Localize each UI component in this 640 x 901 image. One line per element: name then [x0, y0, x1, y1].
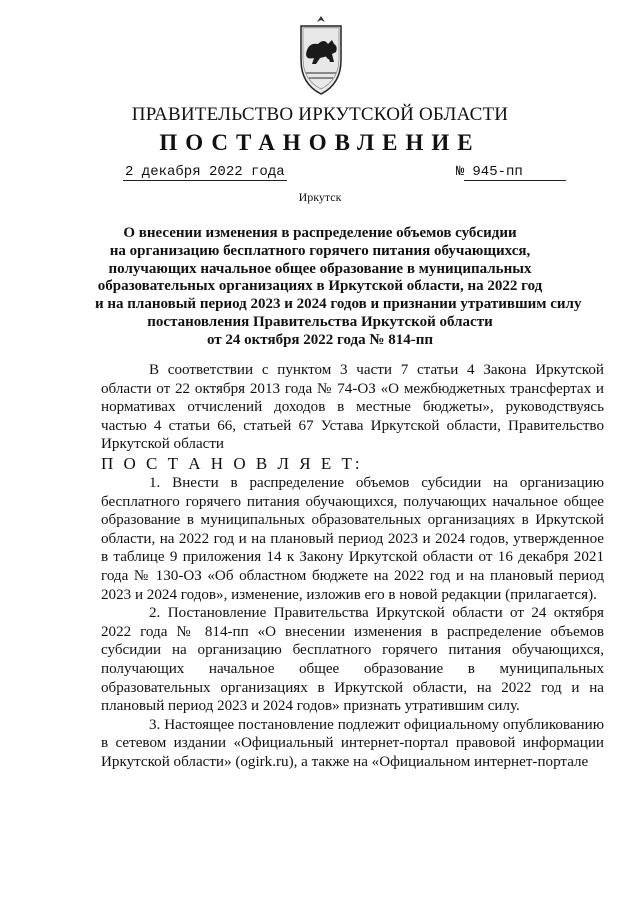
document-type: ПОСТАНОВЛЕНИЕ	[159, 130, 481, 155]
paragraph-1: 1. Внести в распределение объемов субсидии на организацию бесплатного горячего питания обучающихся, получающих начальное общее образование в муниципальных образовательных организациях в Иркутской области, на 2022 год и на плановый период 2023 и 2024 годов, утвержденное в таблице 9 приложения 14 к Закону Иркутской области от 16 декабря 2021 года № 130-ОЗ «Об областном бюджете на 2022 год и на плановый период 2023 и 2024 годов», изменение, изложив его в новой редакции (прилагается).	[101, 474, 604, 603]
date-value: 2 декабря 2022 года	[125, 164, 285, 180]
title-line: О внесении изменения в распределение объемов субсидии	[123, 225, 517, 241]
city-name: Иркутск	[298, 190, 342, 204]
decree-word: П О С Т А Н О В Л Я Е Т:	[101, 453, 363, 473]
government-name: ПРАВИТЕЛЬСТВО ИРКУТСКОЙ ОБЛАСТИ	[131, 104, 509, 125]
document-date	[123, 164, 287, 181]
title-line: получающих начальное общее образование в муниципальных	[108, 260, 532, 277]
title-line: постановления Правительства Иркутской области	[147, 313, 493, 330]
title-line: образовательных организациях в Иркутской области, на 2022 год	[97, 278, 543, 295]
document-title	[95, 225, 582, 350]
paragraph-2: 2. Постановление Правительства Иркутской области от 24 октября 2022 года № 814-пп «О внесении изменения в распределение объемов субсидии на организацию бесплатного горячего питания обучающихся, получающих начальное общее образование в муниципальных образовательных организациях в Иркутской области, на 2022 год и на плановый период 2023 и 2024 годов» признать утратившим силу.	[101, 605, 604, 715]
document-number	[456, 164, 566, 181]
number-value: 945-пп	[464, 164, 566, 181]
document-body	[101, 361, 604, 771]
title-line: от 24 октября 2022 года № 814-пп	[206, 331, 433, 348]
number-sign: №	[456, 164, 465, 180]
title-line: и на плановый период 2023 и 2024 годов и признании утратившим силу	[95, 296, 582, 313]
paragraph-3: 3. Настоящее постановление подлежит официальному опубликованию в сетевом издании «Официальный интернет-портал правовой информации Иркутской области» (ogirk.ru), а также на «Официальном интернет-портале	[101, 716, 604, 770]
title-line: на организацию бесплатного горячего питания обучающихся,	[109, 242, 531, 259]
intro-paragraph: В соответствии с пунктом 3 части 7 статьи 4 Закона Иркутской области от 22 октября 2013 года № 74-ОЗ «О межбюджетных трансфертах и нормативах отчислений доходов в местные бюджеты», руководствуясь частью 4 статьи 66, статьей 67 Устава Иркутской области, Правительство Иркутской области	[101, 362, 604, 453]
coat-of-arms-icon	[296, 14, 346, 96]
